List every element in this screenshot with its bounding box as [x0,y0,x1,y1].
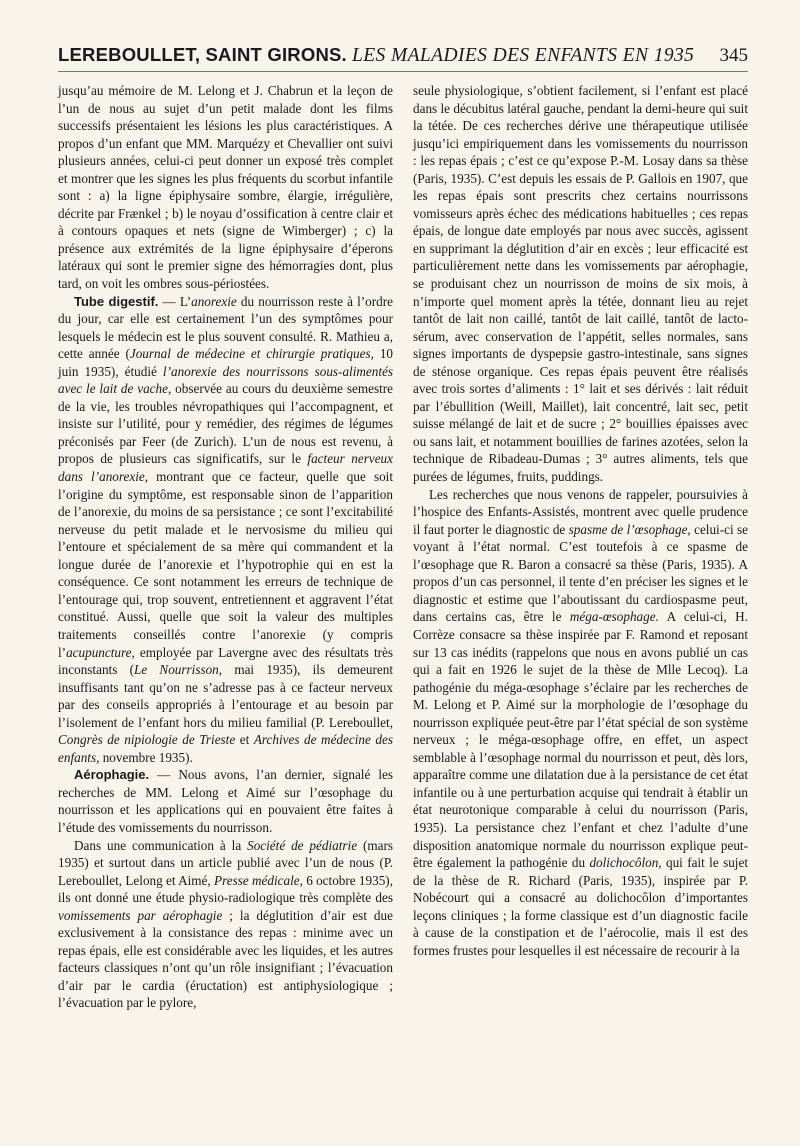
section-heading-tube-digestif: Tube digestif. [74,293,159,309]
section-heading-aerophagie: Aérophagie. [74,767,150,783]
paragraph-scorbut: jusqu’au mémoire de M. Lelong et J. Chabrun et la leçon de l’un de nous au sujet d’un petit malade dont les films successifs présentaient les lésions les plus caractéristiques. A propos d’un enfant que MM. Marquézy et Chevallier ont suivi plusieurs années, celui-ci peut donner un exposé très complet et montrer que les signes les plus fréquents du scorbut infantile sont : a) la ligne épiphysaire sombre, élargie, irrégulière, décrite par Frænkel ; b) le noyau d’ossification à centre clair et à contours opaques et nets (signe de Wimberger) ; c) la présence aux extrémités de la ligne épiphysaire d’éperons latéraux qui sont le premier signe des hémorragies dont, plus tard, on voit les ombres sous-périostées. [58,83,393,292]
paragraph-communication: Dans une communication à la Société de pédiatrie (mars 1935) et surtout dans un article publié avec l’un de nous (P. Lereboullet, Lelong et Aimé, Presse médicale, 6 octobre 1935), ils ont donné une étude physio-radiologique très complète des vomissements par aérophagie ; la déglutition d’air est due exclusivement à la consistance des repas : minime avec un repas épais, elle est considérable avec les liquides, et les autres facteurs classiques n’ont qu’un rôle insignifiant ; l’évacuation d’air par le cardia (éructation) est antiphysiologique ; l’évacuation par le pylore, [58,837,393,1011]
header-title: LES MALADIES DES ENFANTS EN 1935 [351,45,695,66]
two-column-body [58,82,748,1012]
running-header [58,44,748,72]
paragraph-oesophage: Les recherches que nous venons de rappeler, poursuivies à l’hospice des Enfants-Assistés, montrent avec quelle prudence il faut porter le diagnostic de spasme de l’œsophage, celui-ci se voyant à l’état normal. C’est toutefois à ce spasme de l’œsophage que R. Baron a consacré sa thèse (Paris, 1935). A propos d’un cas personnel, il tente d’en préciser les signes et le diagnostic et estime que l’aboutissant du cardiospasme peut, dans certains cas, être le méga-œsophage. A celui-ci, H. Corrèze consacre sa thèse inspirée par F. Ramond et reposant sur 13 cas inédits (rappelons que nous en avons publié un cas qui a fait en 1926 le sujet de la thèse de Mlle Lecoq). La pathogénie du méga-œsophage s’éclaire par les recherches de M. Lelong et P. Aimé sur la morphologie de l’œsophage du nourrisson expliquée peut-être par l’état spécial de son système nerveux ; le méga-œsophage offre, en effet, un aspect semblable à l’œsophage normal du nourrisson et peut, dès lors, apparaître comme une dilatation due à la persistance de cet état infantile ou à une perturbation acquise qui tendrait à établir un état neurotonique comparable à celui du nourrisson (Paris, 1935). La persistance chez l’enfant et chez l’adulte d’une disposition anatomique normale du nourrisson explique peut-être également la pathogénie du dolichocôlon, qui fait le sujet de la thèse de R. Richard (Paris, 1935), inspirée par P. Nobécourt qui a consacré au dolichocôlon d’importantes leçons cliniques ; la forme classique est d’un diagnostic facile à cause de la constipation et de l’aérocolie, mais il est des formes frustes pour lesquelles il est nécessaire de recourir à la [413,486,748,958]
header-left [58,44,694,67]
paragraph-tube-digestif: Tube digestif. — L’anorexie du nourrisson reste à l’ordre du jour, car elle est certainement l’un des symptômes pour lesquels le médecin est le plus souvent consulté. R. Mathieu a, cette année (Journal de médecine et chirurgie pratiques, 10 juin 1935), étudié l’anorexie des nourrissons sous-alimentés avec le lait de vache, observée au cours du deuxième semestre de la vie, les troubles névropathiques qui l’accompagnent, et insiste sur l’utilité, pour y remédier, des régimes de légumes préconisés par Feer (de Zurich). L’un de nous est revenu, à propos de plusieurs cas significatifs, sur le facteur nerveux dans l’anorexie, montrant que ce facteur, quelle que soit l’origine du symptôme, est responsable sinon de l’apparition de l’anorexie, du moins de sa persistance ; ce sont l’excitabilité nerveuse du petit malade et le nervosisme du milieu qui l’entoure et spécialement de sa mère qui commandent et la longue durée de l’anorexie et l’hypotrophie qui en est la conséquence. Ce sont notamment les erreurs de technique de l’entourage qui, trop souvent, entretiennent et aggravent l’état constitué. Aussi, quelle que soit la valeur des multiples traitements conseillés contre l’anorexie (y compris l’acupuncture, employée par Lavergne avec des résultats très inconstants (Le Nourrisson, mai 1935), ils demeurent insuffisants tant qu’on ne s’adresse pas à ce facteur nerveux par des conseils appropriés à l’entourage et au besoin par l’isolement de l’enfant hors du milieu familial (P. Lereboullet, Congrès de nipiologie de Trieste et Archives de médecine des enfants, novembre 1935). [58,293,394,765]
header-authors: LEREBOULLET, SAINT GIRONS. [58,44,347,65]
left-column [58,82,393,1012]
right-column [413,82,748,1012]
paragraph-aerophagie: Aérophagie. — Nous avons, l’an dernier, signalé les recherches de MM. Lelong et Aimé sur l’œsophage du nourrisson et les applications qui en pouvaient être faites à l’étude des vomissements du nourrisson. [58,767,393,835]
paragraph-repas-epais: seule physiologique, s’obtient facilement, si l’enfant est placé dans le décubitus latéral gauche, pendant la demi-heure qui suit la tétée. De ces recherches dérive une thérapeutique utilisée jusqu’ici empiriquement dans les vomissements du nourrisson : les repas épais ; c’est ce qu’expose P.-M. Losay dans sa thèse (Paris, 1935). C’est depuis les essais de P. Gallois en 1907, que les repas épais sont prescrits chez certains nourrissons vomisseurs après échec des médications habituelles ; ces repas épais, de longue date employés par nous avec succès, agissent en supprimant la déglutition d’air en excès ; leur efficacité est particulièrement nette dans les vomissements par aérophagie, se produisant chez un nourrisson de moins de six mois, à n’importe quel moment après la tétée, donnant lieu au rejet tantôt de lait non caillé, tantôt de lait caillé, tantôt de lacto-sérum, avec conservation de l’appétit, selles normales, sans signes importants de dyspepsie gastro-intestinale, sans signes de sténose organique. Ces repas épais peuvent être réalisés avec trois sortes d’aliments : 1° lait et ses dérivés : lait réduit par l’ébullition (Weill, Maillet), lait concentré, lait sec, petit suisse mélangé de lait et de sucre ; 2° bouillies épaisses avec ou sans lait, et notamment bouillies de farines azotées, selon la technique de Ribadeau-Dumas ; 3° autres aliments, tels que purées de légumes, fruits, puddings. [413,83,748,485]
page-number: 345 [719,45,748,66]
